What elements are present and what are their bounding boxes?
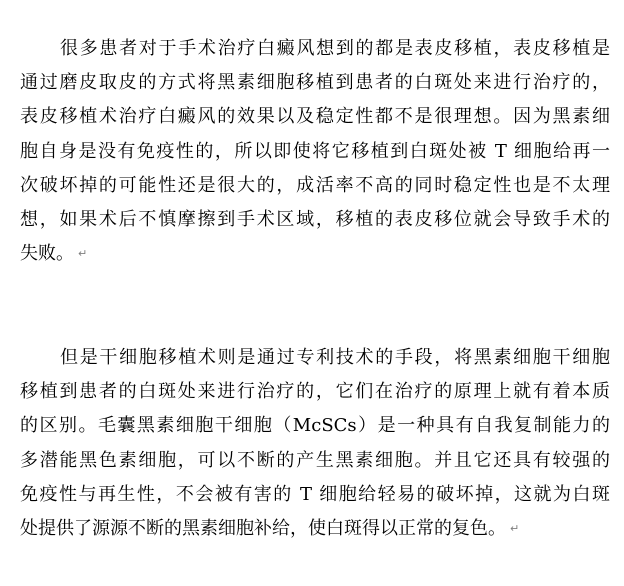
paragraph-mark-icon: ↵ <box>510 521 520 535</box>
text-line: 但是干细胞移植术则是通过专利技术的手段，将黑素细胞干细胞 <box>60 347 610 368</box>
text-line: 多潜能黑色素细胞，可以不断的产生黑素细胞。并且它还具有较强的 <box>20 449 610 471</box>
text-line: 很多患者对于手术治疗白癜风想到的都是表皮移植，表皮移植是 <box>60 38 610 59</box>
paragraph-mark-icon: ↵ <box>78 247 88 261</box>
text-line-last <box>20 512 610 546</box>
text-line: 移植到患者的白斑处来进行治疗的，它们在治疗的原理上就有着本质 <box>20 381 610 403</box>
text-line: 的区别。毛囊黑素细胞干细胞（McSCs）是一种具有自我复制能力的 <box>20 415 610 437</box>
text-line: 胞自身是没有免疫性的，所以即使将它移植到白斑处被 T 细胞给再一 <box>20 140 610 162</box>
paragraph-2 <box>20 341 610 546</box>
text-line: 表皮移植术治疗白癜风的效果以及稳定性都不是很理想。因为黑素细 <box>20 106 610 128</box>
text-line-content: 失败。 <box>20 243 74 265</box>
text-line: 免疫性与再生性，不会被有害的 T 细胞给轻易的破坏掉，这就为白斑 <box>20 483 610 505</box>
text-line: 次破坏掉的可能性还是很大的，成活率不高的同时稳定性也是不太理 <box>20 174 610 196</box>
text-line-last <box>20 237 610 271</box>
text-line-content: 处提供了源源不断的黑素细胞补给，使白斑得以正常的复色。 <box>20 518 506 540</box>
text-line: 想，如果术后不慎摩擦到手术区域，移植的表皮移位就会导致手术的 <box>20 208 610 230</box>
text-line: 通过磨皮取皮的方式将黑素细胞移植到患者的白斑处来进行治疗的， <box>20 72 610 94</box>
paragraph-1 <box>20 32 610 271</box>
